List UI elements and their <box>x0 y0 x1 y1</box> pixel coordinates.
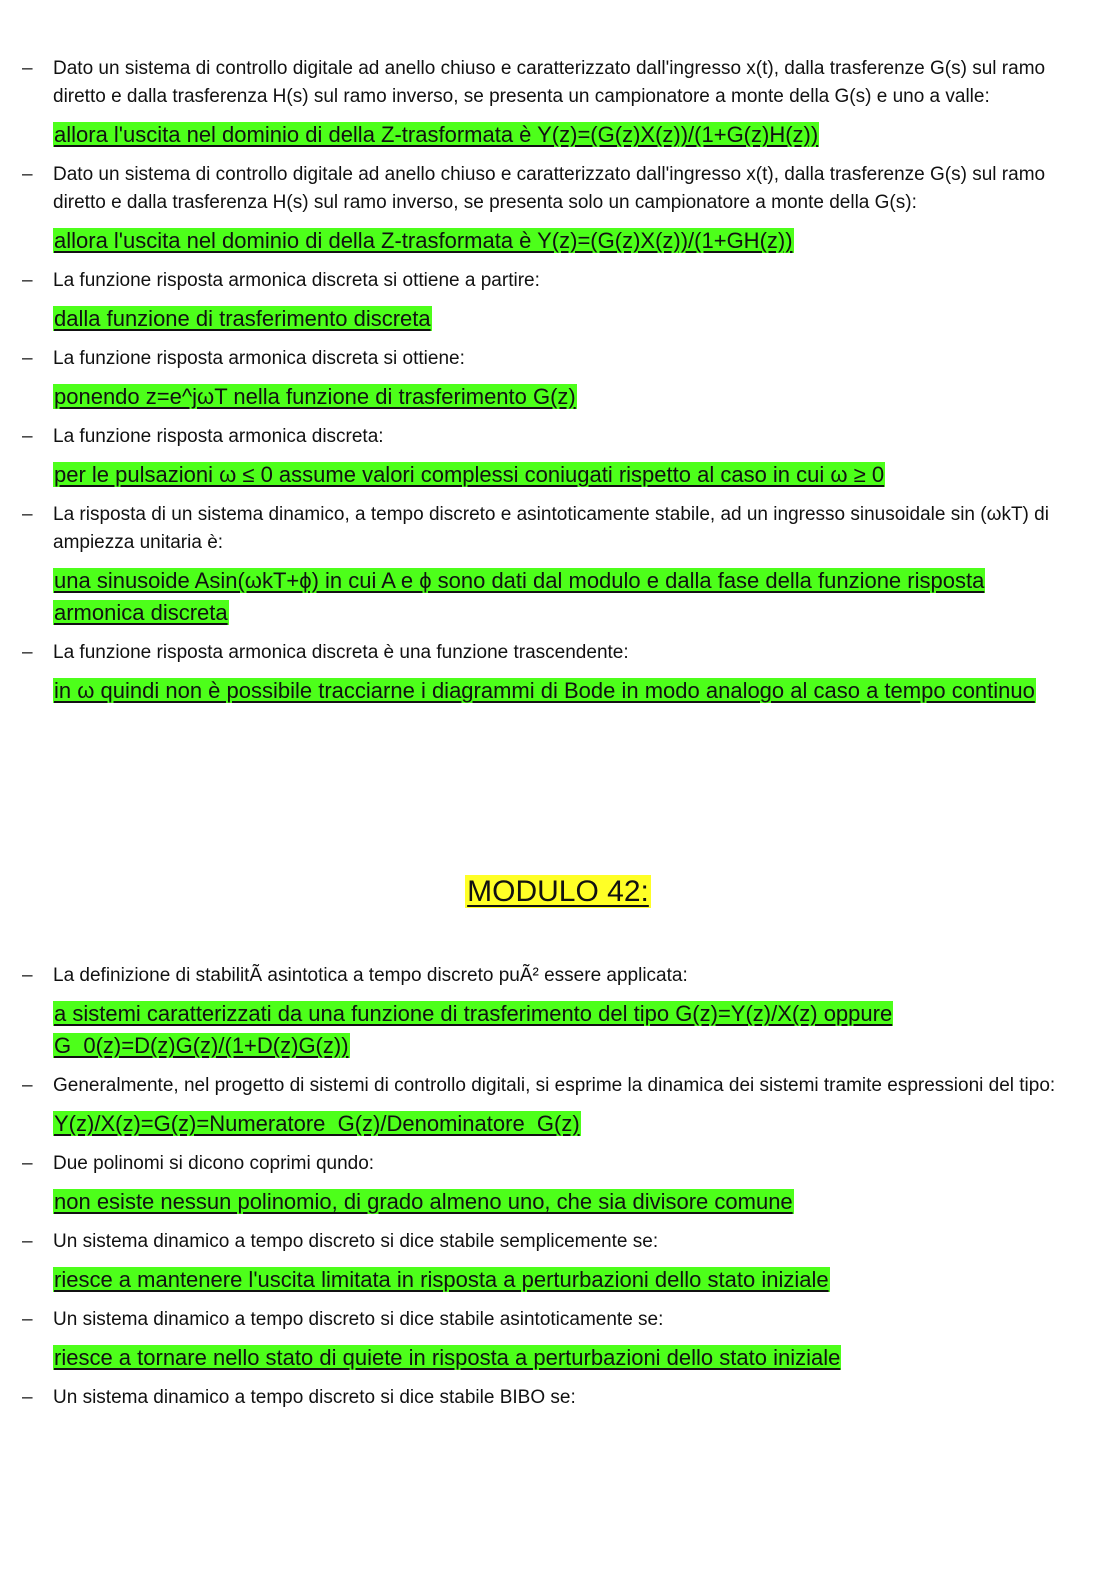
bullet-dash: – <box>22 58 33 79</box>
bullet-dash: – <box>22 1231 33 1252</box>
qa-item <box>0 962 1116 1062</box>
question-text: La funzione risposta armonica discreta è una funzione trascendente: <box>53 642 629 663</box>
question-text: Due polinomi si dicono coprimi qundo: <box>53 1153 375 1174</box>
module-title <box>0 873 1116 911</box>
answer-text <box>53 119 1056 151</box>
answer-text <box>53 381 1056 413</box>
question-text: Dato un sistema di controllo digitale ad anello chiuso e caratterizzato dall'ingresso x(t), dalla trasferenze G(s) sul ramo diretto e dalla trasferenza H(s) sul ramo inverso, se presenta solo un campionatore a monte della G(s): <box>53 164 1046 213</box>
bullet-dash: – <box>22 426 33 447</box>
answer-highlight: in ω quindi non è possibile tracciarne i diagrammi di Bode in modo analogo al caso a tempo continuo <box>54 678 1035 703</box>
question-text: La definizione di stabilitÃ asintotica a tempo discreto puÃ² essere applicata: <box>53 965 688 986</box>
qa-item <box>0 1228 1116 1296</box>
answer-highlight: allora l'uscita nel dominio di della Z-trasformata è Y(z)=(G(z)X(z))/(1+GH(z)) <box>54 228 793 253</box>
question-text: Un sistema dinamico a tempo discreto si dice stabile BIBO se: <box>53 1387 576 1408</box>
question-text: Generalmente, nel progetto di sistemi di controllo digitali, si esprime la dinamica dei sistemi tramite espressioni del tipo: <box>53 1075 1056 1096</box>
answer-text <box>53 1186 1056 1218</box>
answer-highlight: a sistemi caratterizzati da una funzione di trasferimento del tipo G(z)=Y(z)/X(z) oppure G_0(z)=D(z)G(z)/(1+D(z)G(z)) <box>54 1001 893 1058</box>
qa-item <box>0 1306 1116 1374</box>
answer-text <box>53 565 1056 629</box>
answer-text <box>53 1342 1056 1374</box>
bullet-dash: – <box>22 504 33 525</box>
answer-highlight: ponendo z=e^jωT nella funzione di trasferimento G(z) <box>54 384 576 409</box>
qa-item <box>0 1384 1116 1412</box>
qa-item <box>0 501 1116 629</box>
qa-item <box>0 55 1116 151</box>
bullet-dash: – <box>22 1309 33 1330</box>
bullet-dash: – <box>22 965 33 986</box>
bullet-dash: – <box>22 348 33 369</box>
bullet-dash: – <box>22 270 33 291</box>
bullet-dash: – <box>22 1153 33 1174</box>
question-text: La funzione risposta armonica discreta: <box>53 426 384 447</box>
answer-text <box>53 998 1056 1062</box>
answer-highlight: dalla funzione di trasferimento discreta <box>54 306 431 331</box>
qa-item <box>0 639 1116 707</box>
answer-highlight: allora l'uscita nel dominio di della Z-trasformata è Y(z)=(G(z)X(z))/(1+G(z)H(z)) <box>54 122 819 147</box>
answer-highlight: non esiste nessun polinomio, di grado almeno uno, che sia divisore comune <box>54 1189 793 1214</box>
qa-item <box>0 267 1116 335</box>
qa-item <box>0 423 1116 491</box>
question-text: Un sistema dinamico a tempo discreto si dice stabile asintoticamente se: <box>53 1309 664 1330</box>
bullet-dash: – <box>22 1075 33 1096</box>
answer-highlight: riesce a mantenere l'uscita limitata in risposta a perturbazioni dello stato iniziale <box>54 1267 829 1292</box>
qa-item <box>0 1150 1116 1218</box>
answer-highlight: per le pulsazioni ω ≤ 0 assume valori complessi coniugati rispetto al caso in cui ω ≥ 0 <box>54 462 885 487</box>
bullet-dash: – <box>22 1387 33 1408</box>
qa-item <box>0 1072 1116 1140</box>
question-text: Dato un sistema di controllo digitale ad anello chiuso e caratterizzato dall'ingresso x(t), dalla trasferenze G(s) sul ramo diretto e dalla trasferenza H(s) sul ramo inverso, se presenta un campionatore a monte della G(s) e uno a valle: <box>53 58 1046 107</box>
section-module-41 <box>0 55 1116 717</box>
answer-highlight: una sinusoide Asin(ωkT+ϕ) in cui A e ϕ sono dati dal modulo e dalla fase della funzione risposta armonica discreta <box>54 568 985 625</box>
answer-text <box>53 1264 1056 1296</box>
question-text: Un sistema dinamico a tempo discreto si dice stabile semplicemente se: <box>53 1231 659 1252</box>
qa-item <box>0 161 1116 257</box>
qa-item <box>0 345 1116 413</box>
question-text: La funzione risposta armonica discreta si ottiene: <box>53 348 465 369</box>
answer-text <box>53 459 1056 491</box>
section-module-42 <box>0 962 1116 1412</box>
answer-text <box>53 1108 1056 1140</box>
bullet-dash: – <box>22 642 33 663</box>
answer-highlight: riesce a tornare nello stato di quiete in risposta a perturbazioni dello stato iniziale <box>54 1345 841 1370</box>
question-text: La risposta di un sistema dinamico, a tempo discreto e asintoticamente stabile, ad un ingresso sinusoidale sin (ωkT) di ampiezza unitaria è: <box>53 504 1049 553</box>
question-text: La funzione risposta armonica discreta si ottiene a partire: <box>53 270 540 291</box>
bullet-dash: – <box>22 164 33 185</box>
answer-text <box>53 675 1056 707</box>
answer-highlight: Y(z)/X(z)=G(z)=Numeratore_G(z)/Denominatore_G(z) <box>54 1111 580 1136</box>
answer-text <box>53 303 1056 335</box>
answer-text <box>53 225 1056 257</box>
module-title-text: MODULO 42: <box>467 875 649 908</box>
